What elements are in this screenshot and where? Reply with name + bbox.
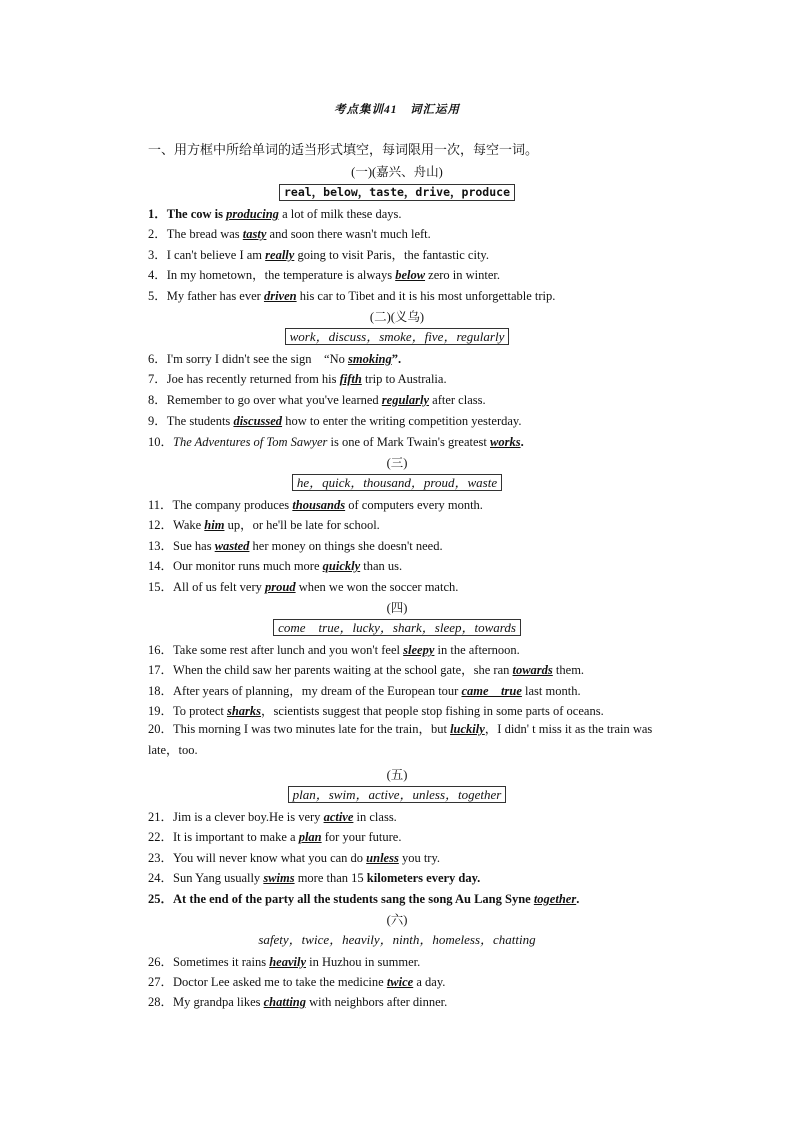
instruction-text: 一、用方框中所给单词的适当形式填空，每词限用一次，每空一词。: [148, 143, 539, 158]
list-item: 23．You will never know what you can do unless you try.: [148, 851, 441, 865]
list-item: 7．Joe has recently returned from his fifth trip to Australia.: [148, 372, 447, 386]
answer-text: active: [323, 810, 354, 824]
list-item: 20．This morning I was two minutes late for the train，but luckily，I didn' t miss it as the train was late，too.: [148, 722, 653, 757]
section-heading: (四): [386, 601, 408, 615]
answer-text: together: [533, 892, 577, 906]
answer-text: quickly: [322, 559, 361, 573]
answer-text: wasted: [214, 539, 250, 553]
list-item: 5．My father has ever driven his car to Tibet and it is his most unforgettable trip.: [148, 289, 556, 303]
section-heading: (二)(义乌): [369, 310, 425, 324]
answer-text: really: [265, 248, 295, 262]
answer-text: regularly: [381, 393, 430, 407]
word-box: plan，swim，active，unless，together: [288, 786, 507, 803]
list-item: 22．It is important to make a plan for your future.: [148, 830, 402, 844]
answer-text: twice: [386, 975, 414, 989]
answer-text: plan: [298, 830, 322, 844]
list-item: 24．Sun Yang usually swims more than 15 kilometers every day.: [148, 871, 481, 885]
answer-text: towards: [512, 663, 553, 677]
answer-text: tasty: [242, 227, 267, 241]
list-item: 26．Sometimes it rains heavily in Huzhou in summer.: [148, 955, 421, 969]
answer-text: thousands: [292, 498, 346, 512]
section-heading: (五): [386, 768, 408, 782]
word-box: real，below，taste，drive，produce: [279, 184, 515, 201]
word-box: come true，lucky，shark，sleep，towards: [273, 619, 521, 636]
answer-text: below: [395, 268, 426, 282]
page-title: 考点集训41 词汇运用: [334, 104, 460, 116]
list-item: 9．The students discussed how to enter the writing competition yesterday.: [148, 414, 522, 428]
answer-text: sleepy: [403, 643, 435, 657]
section-heading: (三): [386, 456, 408, 470]
answer-text: proud: [265, 580, 296, 594]
answer-text: sharks: [226, 704, 262, 718]
answer-text: unless: [366, 851, 399, 865]
word-box: work，discuss，smoke，five，regularly: [285, 328, 510, 345]
list-item: 1．The cow is producing a lot of milk these days.: [148, 207, 402, 221]
word-list: safety，twice，heavily，ninth，homeless，chatting: [258, 932, 536, 947]
list-item: 16．Take some rest after lunch and you won't feel sleepy in the afternoon.: [148, 643, 520, 657]
list-item: 14．Our monitor runs much more quickly than us.: [148, 559, 403, 573]
list-item: 8．Remember to go over what you've learned regularly after class.: [148, 393, 486, 407]
list-item: 12．Wake him up，or he'll be late for school.: [148, 518, 380, 532]
list-item: 19．To protect sharks，scientists suggest that people stop fishing in some parts of oceans.: [148, 704, 604, 718]
list-item: 17．When the child saw her parents waiting at the school gate，she ran towards them.: [148, 663, 585, 677]
word-box: he，quick，thousand，proud，waste: [292, 474, 502, 491]
list-item: 15．All of us felt very proud when we won the soccer match.: [148, 580, 459, 594]
answer-text: him: [204, 518, 225, 532]
list-item: 6．I'm sorry I didn't see the sign “No smoking”.: [148, 352, 402, 366]
answer-text: heavily: [269, 955, 306, 969]
list-item: 3．I can't believe I am really going to visit Paris，the fantastic city.: [148, 248, 489, 262]
list-item: 27．Doctor Lee asked me to take the medicine twice a day.: [148, 975, 446, 989]
answer-text: fifth: [339, 372, 362, 386]
list-item: 28．My grandpa likes chatting with neighbors after dinner.: [148, 995, 448, 1009]
section-heading: (一)(嘉兴、舟山): [351, 165, 443, 179]
answer-text: driven: [263, 289, 297, 303]
list-item: 25．At the end of the party all the students sang the song Au Lang Syne together.: [148, 892, 580, 906]
answer-text: chatting: [263, 995, 306, 1009]
list-item: 4．In my hometown，the temperature is always below zero in winter.: [148, 268, 501, 282]
answer-text: discussed: [233, 414, 283, 428]
answer-text: came true: [461, 684, 522, 698]
answer-text: luckily: [450, 722, 485, 736]
list-item: 2．The bread was tasty and soon there wasn't much left.: [148, 227, 431, 241]
list-item: 11．The company produces thousands of computers every month.: [148, 498, 483, 512]
list-item: 10．The Adventures of Tom Sawyer is one of Mark Twain's greatest works.: [148, 435, 524, 449]
list-item: 21．Jim is a clever boy.He is very active in class.: [148, 810, 397, 824]
list-item: 13．Sue has wasted her money on things she doesn't need.: [148, 539, 443, 553]
answer-text: smoking: [347, 352, 392, 366]
answer-text: works: [490, 435, 521, 449]
list-item: 18．After years of planning，my dream of the European tour came true last month.: [148, 684, 581, 698]
section-heading: (六): [386, 913, 408, 927]
answer-text: producing: [226, 207, 279, 221]
answer-text: swims: [263, 871, 295, 885]
